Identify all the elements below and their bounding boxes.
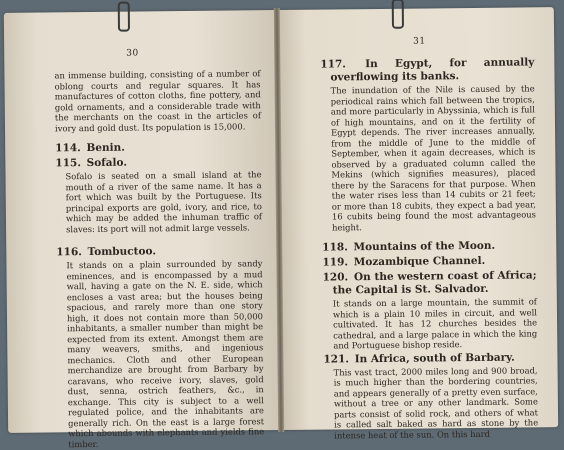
paragraph: It stands on a large mountain, the summit of which is a plain 10 miles in circuit, and well cultivated. It has 12 churches besides the cathedral, and a large palace in which the king and Portuguese bishop reside. — [332, 296, 538, 351]
section-heading: 114. Benin. — [55, 141, 125, 155]
section-heading: 121. In Africa, south of Barbary. — [323, 351, 515, 366]
section-heading: 115. Sofalo. — [55, 156, 128, 170]
open-book — [4, 1, 561, 449]
paragraph: It stands on a plain surrounded by sandy eminences, and is encompassed by a mud wall, having a gate on the N. E. side, which encloses a vast area; but the houses being spacious, and rarely more than one story high, it does not contain more than 50,000 inhabitants, a smaller number than might be expected from its extent. Amongst them are many weavers, smiths, and ingenious mechanics. Cloth and other European merchandize are brought from Barbary by caravans, who receive ivory, slaves, gold dust, senna, ostrich feathers, &c., in exchange. This city is subject to a well regulated police, and the inhabitants are generally rich. On the east is a large forest which abounds with elephants and yields fine timber. — [66, 258, 265, 449]
page-number: 31 — [413, 36, 426, 47]
section-heading: 118. Mountains of the Moon. — [322, 239, 496, 254]
left-page-text — [54, 68, 264, 449]
right-page — [278, 7, 558, 440]
section-heading: 116. Tombuctoo. — [56, 245, 157, 259]
section-heading: 120. On the western coast of Africa; the Capital is St. Salvador. — [322, 269, 537, 297]
section-heading: 119. Mozambique Channel. — [322, 254, 486, 269]
left-page — [4, 10, 280, 449]
section-heading: 117. In Egypt, for annually overflowing its banks. — [320, 56, 535, 84]
paragraph: This vast tract, 2000 miles long and 900 broad, is much higher than the bordering countries, and appears generally of a pretty even surface, without a tree or any other landmark. Some parts consist of solid rock, and others of what is called salt baked as hard as stone by the intense heat of the sun. On this hard — [333, 364, 539, 440]
page-number: 30 — [126, 48, 139, 59]
paragraph: Sofalo is seated on a small island at the mouth of a river of the same name. It has a fort which was built by the Portuguese. Its principal exports are gold, ivory, and rice, to which may be added the inhuman traffic of slaves: its port will not admit large vessels. — [65, 169, 263, 234]
paragraph: The inundation of the Nile is caused by the periodical rains which fall between the tropics, and more particularly in Abyssinia, which is full of high mountains, and on it the fertility of Egypt depends. The river increases annually, from the middle of June to the middle of September, when it again decreases, which is observed by a graduated column called the Mekins (which signifies measures), placed there by the Saracens for that purpose. When the water rises less than 14 cubits or 21 feet; or more than 18 cubits, they expect a bad year, 16 cubits being found the most advantageous height. — [330, 83, 536, 232]
right-page-text — [320, 54, 538, 440]
binding-ring-right — [392, 0, 404, 29]
paragraph: an immense building, consisting of a number of oblong courts and regular squares. It has manufactures of cotton cloths, fine pottery, and gold ornaments, and a considerable trade with the merchants on the coast in the articles of ivory and gold dust. Its population is 15,000. — [54, 68, 261, 133]
binding-ring-left — [118, 2, 130, 32]
